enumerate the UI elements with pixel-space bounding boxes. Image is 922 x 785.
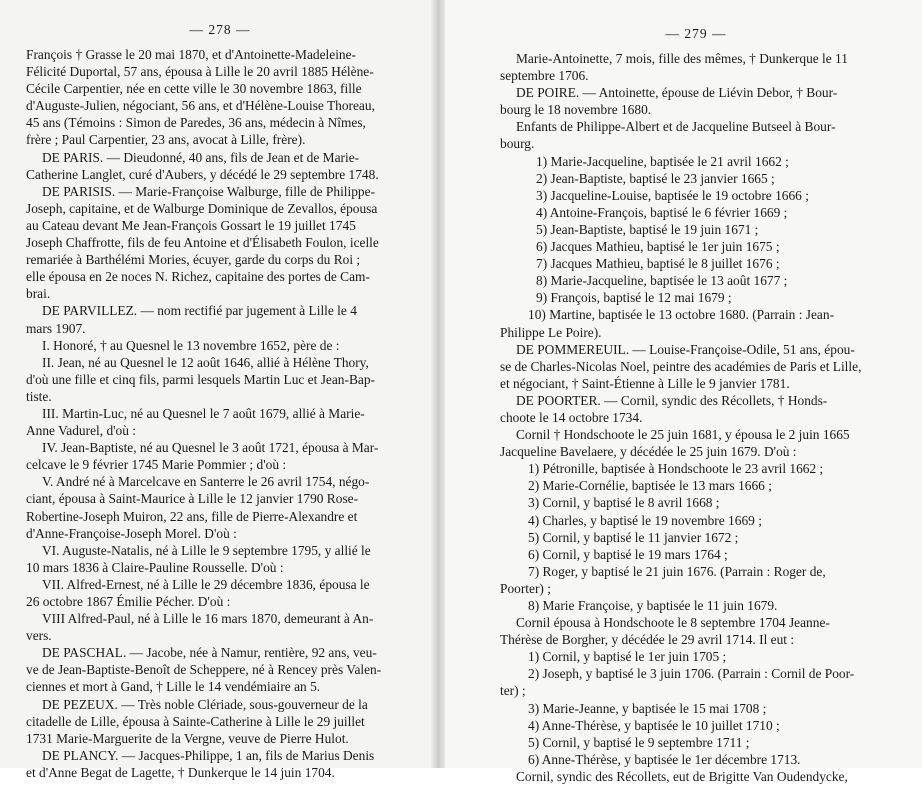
text-line: d'où une fille et cinq fils, parmi lesquels Martin Luc et Jean-Bap- xyxy=(26,371,375,387)
text-line: 6) Jacques Mathieu, baptisé le 1er juin 1675 ; xyxy=(536,239,780,255)
text-line: 2) Jean-Baptiste, baptisé le 23 janvier 1665 ; xyxy=(536,170,775,186)
text-line: 3) Marie-Jeanne, y baptisée le 15 mai 1708 ; xyxy=(528,700,767,716)
text-line: Catherine Langlet, curé d'Aubers, y décédé le 29 septembre 1748. xyxy=(26,166,379,182)
text-line: 7) Jacques Mathieu, baptisé le 8 juillet 1676 ; xyxy=(536,256,780,272)
text-line: 5) Cornil, y baptisé le 11 janvier 1672 ; xyxy=(528,529,739,545)
text-line: Cornil, syndic des Récollets, eut de Brigitte Van Oudendycke, xyxy=(516,768,848,784)
text-line: Marie-Antoinette, 7 mois, fille des mêmes, † Dunkerque le 11 xyxy=(516,51,848,66)
text-line: 4) Antoine-François, baptisé le 6 février 1669 ; xyxy=(536,204,788,220)
text-line: 3) Jacqueline-Louise, baptisée le 19 octobre 1666 ; xyxy=(536,187,809,203)
text-line: 10 mars 1836 à Claire-Pauline Rousselle. D'où : xyxy=(26,559,284,575)
text-line: 26 octobre 1867 Émilie Pécher. D'où : xyxy=(26,594,231,609)
text-line: François † Grasse le 20 mai 1870, et d'Antoinette-Madeleine- xyxy=(26,47,357,62)
text-line: Cornil épousa à Hondschoote le 8 septembre 1704 Jeanne- xyxy=(516,615,830,631)
text-line: DE POMMEREUIL. — Louise-Françoise-Odile, 51 ans, épou- xyxy=(516,341,855,357)
text-line: Félicité Duportal, 57 ans, épousa à Lille le 20 avril 1885 Hélène- xyxy=(26,64,374,80)
text-line: 5) Jean-Baptiste, baptisé le 19 juin 1671 ; xyxy=(536,221,759,237)
text-line: 4) Anne-Thérèse, y baptisée le 10 juillet 1710 ; xyxy=(528,717,780,733)
text-line: I. Honoré, † au Quesnel le 13 novembre 1652, père de : xyxy=(42,337,340,353)
text-line: 4) Charles, y baptisé le 19 novembre 1669 ; xyxy=(528,512,762,528)
text-line: Cornil † Hondschoote le 25 juin 1681, y épousa le 2 juin 1665 xyxy=(516,427,850,443)
text-line: au Cateau devant Me Jean-François Gossart le 19 juillet 1745 xyxy=(26,217,356,233)
text-line: DE PLANCY. — Jacques-Philippe, 1 an, fils de Marius Denis xyxy=(42,747,375,763)
text-line: II. Jean, né au Quesnel le 12 août 1646, allié à Hélène Thory, xyxy=(42,354,369,370)
text-line: 1731 Marie-Marguerite de la Vergne, veuve de Pierre Hulot. xyxy=(26,730,349,746)
text-line: V. André né à Marcelcave en Santerre le 26 avril 1754, négo- xyxy=(42,474,370,490)
text-line: ciennes et mort à Gand, † Lille le 14 vendémiaire an 5. xyxy=(26,679,321,695)
text-line: 8) Marie Françoise, y baptisée le 11 juin 1679. xyxy=(528,598,778,613)
text-line: 7) Roger, y baptisé le 21 juin 1676. (Parrain : Roger de, xyxy=(528,563,826,579)
text-line: DE PARISIS. — Marie-Françoise Walburge, fille de Philippe- xyxy=(42,183,376,199)
text-line: DE PASCHAL. — Jacobe, née à Namur, rentière, 92 ans, veu- xyxy=(42,645,377,661)
text-line: septembre 1706. xyxy=(500,68,589,84)
text-line: elle épousa en 2e noces N. Richez, capitaine des portes de Cam- xyxy=(26,269,370,285)
text-line: ter) ; xyxy=(500,683,526,699)
text-line: 9) François, baptisé le 12 mai 1679 ; xyxy=(536,290,732,306)
text-line: se de Charles-Nicolas Noel, peintre des académies de Paris et Lille, xyxy=(500,358,862,374)
text-line: et d'Anne Begat de Lagette, † Dunkerque le 14 juin 1704. xyxy=(26,764,335,780)
text-line: VIII Alfred-Paul, né à Lille le 16 mars 1870, demeurant à An- xyxy=(42,611,374,627)
page-number: — 278 — xyxy=(189,22,251,37)
text-line: d'Auguste-Julien, négociant, 56 ans, et d'Hélène-Louise Thoreau, xyxy=(26,98,375,114)
text-line: tiste. xyxy=(26,388,52,404)
text-line: brai. xyxy=(26,286,51,302)
text-line: mars 1907. xyxy=(26,320,86,336)
text-line: bourg le 18 novembre 1680. xyxy=(500,102,652,118)
text-line: 6) Anne-Thérèse, y baptisée le 1er décembre 1713. xyxy=(528,751,801,767)
text-line: citadelle de Lille, épousa à Sainte-Catherine à Lille le 29 juillet xyxy=(26,713,365,729)
text-line: IV. Jean-Baptiste, né au Quesnel le 3 août 1721, épousa à Mar- xyxy=(42,440,379,456)
text-line: 5) Cornil, y baptisé le 9 septembre 1711 ; xyxy=(528,734,750,750)
text-line: Cécile Carpentier, née en cette ville le 30 novembre 1863, fille xyxy=(26,81,362,97)
text-line: 2) Joseph, y baptisé le 3 juin 1706. (Parrain : Cornil de Poor- xyxy=(528,666,855,682)
text-line: choote le 14 octobre 1734. xyxy=(500,409,643,425)
text-line: 6) Cornil, y baptisé le 19 mars 1764 ; xyxy=(528,546,728,562)
left-page xyxy=(0,0,436,780)
text-line: 3) Cornil, y baptisé le 8 avril 1668 ; xyxy=(528,495,720,511)
text-line: d'Anne-Françoise-Joseph Morel. D'où : xyxy=(26,525,237,541)
page-number: — 279 — xyxy=(665,26,727,41)
text-line: remariée à Barthélémi Mories, écuyer, garde du corps du Roi ; xyxy=(26,252,361,268)
text-line: 8) Marie-Jacqueline, baptisée le 13 août 1677 ; xyxy=(536,273,788,289)
right-page xyxy=(445,0,922,784)
text-line: DE PEZEUX. — Très noble Clériade, sous-gouverneur de la xyxy=(42,696,368,712)
text-line: DE POORTER. — Cornil, syndic des Récollets, † Honds- xyxy=(516,392,828,408)
text-line: 1) Pétronille, baptisée à Hondschoote le 23 avril 1662 ; xyxy=(528,461,824,477)
text-line: Joseph, capitaine, et de Walburge Dominique de Zevallos, épousa xyxy=(26,200,378,216)
text-line: VII. Alfred-Ernest, né à Lille le 29 décembre 1836, épousa le xyxy=(42,576,370,592)
text-line: Jacqueline Bavelaere, y décédée le 25 juin 1679. D'où : xyxy=(500,444,797,460)
text-line: Anne Vadurel, d'où : xyxy=(26,423,137,439)
text-line: Robertine-Joseph Muiron, 22 ans, fille de Pierre-Alexandre et xyxy=(26,508,358,524)
text-line: Poorter) ; xyxy=(500,580,551,596)
text-line: ve de Jean-Baptiste-Benoît de Scheppere, né à Rencey près Valen- xyxy=(26,662,382,678)
text-line: 45 ans (Témoins : Simon de Paredes, 36 ans, médecin à Nîmes, xyxy=(26,115,366,131)
text-line: Thérèse de Borgher, y décédée le 29 avril 1714. Il eut : xyxy=(500,632,795,648)
text-line: VI. Auguste-Natalis, né à Lille le 9 septembre 1795, y allié le xyxy=(42,542,371,558)
text-line: et négociant, † Saint-Étienne à Lille le 9 janvier 1781. xyxy=(500,375,790,391)
text-line: DE PARVILLEZ. — nom rectifié par jugement à Lille le 4 xyxy=(42,303,357,319)
text-line: frère ; Paul Carpentier, 23 ans, avocat à Lille, frère). xyxy=(26,132,306,148)
text-line: DE PARIS. — Dieudonné, 40 ans, fils de Jean et de Marie- xyxy=(42,149,360,165)
text-line: 1) Marie-Jacqueline, baptisée le 21 avril 1662 ; xyxy=(536,153,789,169)
text-line: 1) Cornil, y baptisé le 1er juin 1705 ; xyxy=(528,649,727,665)
text-line: bourg. xyxy=(500,136,535,152)
text-line: 10) Martine, baptisée le 13 octobre 1680. (Parrain : Jean- xyxy=(528,307,835,323)
text-line: Enfants de Philippe-Albert et de Jacqueline Butseel à Bour- xyxy=(516,119,836,135)
text-line: III. Martin-Luc, né au Quesnel le 7 août 1679, allié à Marie- xyxy=(42,405,365,421)
text-line: Joseph Chaffrotte, fils de feu Antoine et d'Élisabeth Foulon, icelle xyxy=(26,235,379,251)
text-line: celcave le 9 février 1745 Marie Pommier ; d'où : xyxy=(26,457,287,473)
text-line: Philippe Le Poire). xyxy=(500,324,602,340)
text-line: vers. xyxy=(26,628,52,644)
text-line: 2) Marie-Cornélie, baptisée le 13 mars 1666 ; xyxy=(528,478,772,494)
text-line: DE POIRE. — Antoinette, épouse de Liévin Debor, † Bour- xyxy=(516,85,838,101)
text-line: ciant, épousa à Saint-Maurice à Lille le 12 janvier 1790 Rose- xyxy=(26,491,359,507)
